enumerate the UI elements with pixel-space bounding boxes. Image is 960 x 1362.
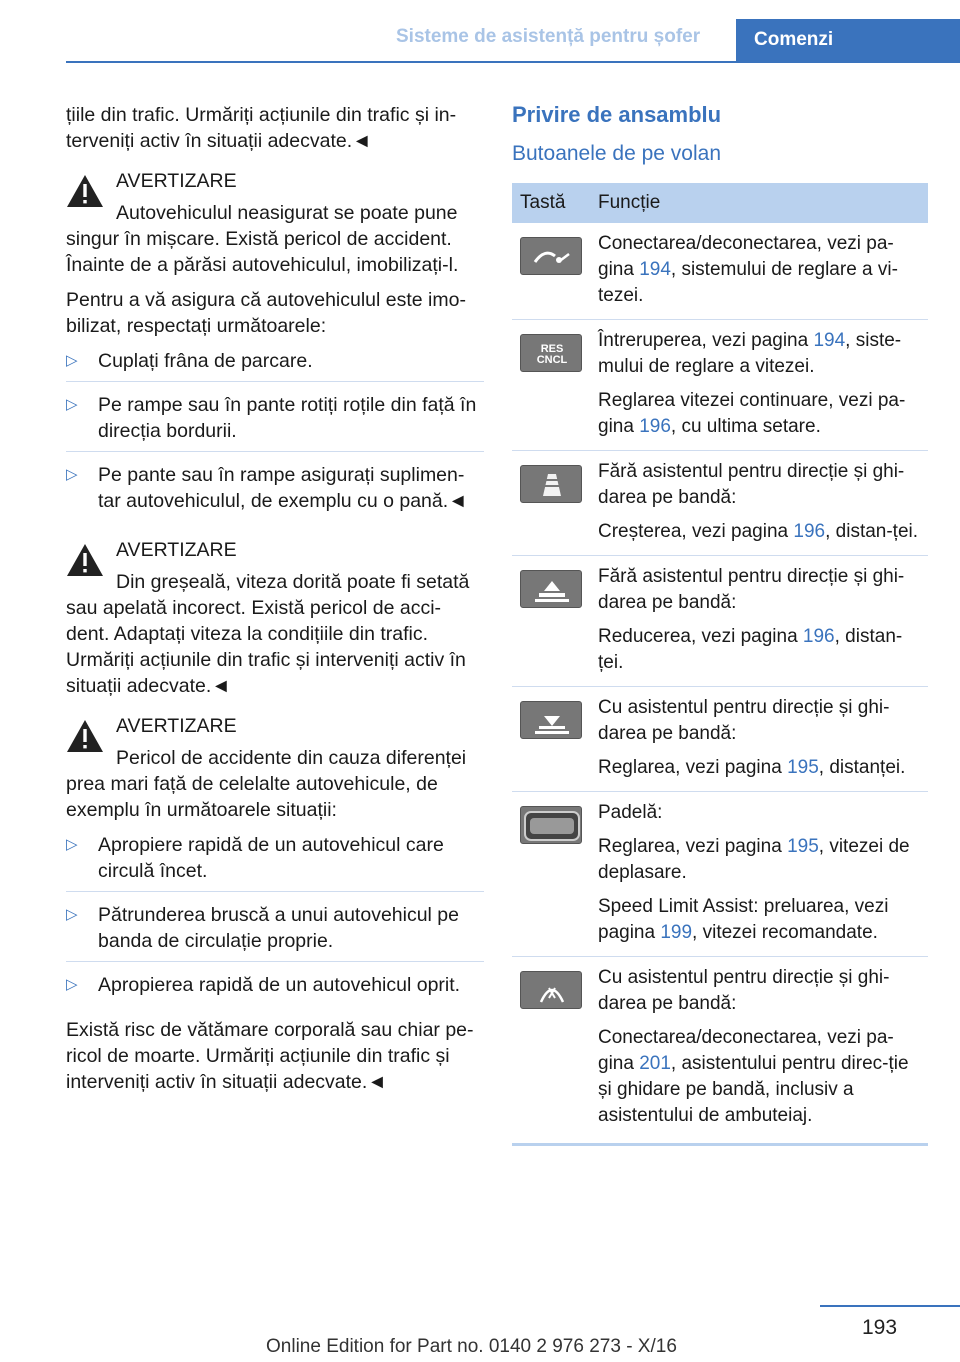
column-header-key: Tastă [512, 183, 590, 223]
intro-paragraph: țiile din trafic. Urmăriți acțiunile din trafic și in-terveniți activ în situații adecvate.◄ [66, 104, 457, 152]
distance-increase-icon [520, 465, 582, 503]
list-item [66, 972, 484, 1007]
key-cell [512, 320, 590, 451]
list-item [66, 462, 484, 523]
res-cncl-icon-text: RES [540, 343, 564, 355]
function-text-lead: Reducerea, vezi pagina [598, 626, 803, 647]
function-text-tail: , distan-ței. [825, 521, 919, 542]
function-cell [590, 223, 928, 320]
warning-title: AVERTIZARE [116, 539, 237, 561]
header-rule [66, 61, 736, 63]
function-text-lead: Cu asistentul pentru direcție și ghi-darea pe bandă: [598, 967, 890, 1014]
table-row [512, 223, 928, 320]
lane-assist-icon [520, 971, 582, 1009]
function-text-lead: Conectarea/deconectarea, vezi pa-gina [598, 1027, 894, 1074]
page-reference-link[interactable]: 194 [813, 330, 846, 351]
function-text [598, 519, 920, 545]
triangle-bullet-icon: ▷ [66, 466, 78, 483]
warning-block-3 [66, 713, 484, 823]
list-item-text: Apropierea rapidă de un autovehicul oprit. [98, 974, 461, 996]
key-cell [512, 451, 590, 556]
function-text-lead: Conectarea/deconectarea, vezi pa-gina [598, 233, 894, 280]
function-text [598, 231, 920, 309]
table-row [512, 792, 928, 957]
key-cell [512, 556, 590, 687]
function-text-lead: Creșterea, vezi pagina [598, 521, 794, 542]
list-item-text: Pătrunderea bruscă a unui autovehicul pe banda de circulație proprie. [98, 904, 459, 952]
header-section-title: Sisteme de asistență pentru șofer [396, 26, 701, 47]
key-cell [512, 792, 590, 957]
distance-adjust-icon [520, 701, 582, 739]
section-subtitle: Butoanele de pe volan [512, 142, 722, 165]
bullet-list-1 [66, 348, 484, 523]
paragraph-immobilize: Pentru a vă asigura că autovehiculul este imo-bilizat, respectați următoarele: [66, 289, 466, 337]
function-cell [590, 957, 928, 1145]
function-cell [590, 556, 928, 687]
steering-buttons-table [512, 183, 928, 1146]
function-text-lead: Padelă: [598, 802, 663, 823]
function-text-lead: Reglarea, vezi pagina [598, 757, 788, 778]
table-row [512, 687, 928, 792]
list-item [66, 902, 484, 963]
list-item-text: Pe pante sau în rampe asigurați suplimen-tar autovehiculul, de exemplu cu o pană.◄ [98, 464, 468, 512]
function-cell [590, 320, 928, 451]
function-text [598, 624, 920, 676]
warning-title: AVERTIZARE [116, 715, 237, 737]
function-text [598, 695, 920, 747]
warning-title: AVERTIZARE [116, 170, 237, 192]
header-chapter-tab [736, 19, 960, 63]
function-text-lead: Întreruperea, vezi pagina [598, 330, 814, 351]
triangle-bullet-icon: ▷ [66, 836, 78, 853]
function-cell [590, 792, 928, 957]
key-cell [512, 687, 590, 792]
warning-triangle-icon [66, 174, 104, 208]
function-text-tail: , vitezei recomandate. [692, 922, 878, 943]
left-column [66, 102, 484, 1104]
function-text-tail: , cu ultima setare. [670, 416, 821, 437]
page-reference-link[interactable]: 195 [787, 836, 819, 857]
triangle-bullet-icon: ▷ [66, 396, 78, 413]
section-title: Privire de ansamblu [512, 102, 722, 127]
table-row [512, 320, 928, 451]
warning-block-2 [66, 537, 484, 699]
page-reference-link[interactable]: 196 [793, 521, 826, 542]
key-cell [512, 957, 590, 1145]
list-item [66, 832, 484, 893]
function-text-lead: Cu asistentul pentru direcție și ghi-darea pe bandă: [598, 697, 890, 744]
function-cell [590, 687, 928, 792]
paragraph-risk: Există risc de vătămare corporală sau chiar pe-ricol de moarte. Urmăriți acțiunile din trafic și interveniți activ în situații adecvate.◄ [66, 1019, 474, 1093]
page-number: 193 [862, 1316, 898, 1339]
function-text [598, 328, 920, 380]
table-row [512, 451, 928, 556]
warning-triangle-icon [66, 543, 104, 577]
triangle-bullet-icon: ▷ [66, 352, 78, 369]
cruise-control-onoff-icon [520, 237, 582, 275]
right-column [512, 102, 928, 1146]
key-cell [512, 223, 590, 320]
function-text [598, 894, 920, 946]
table-row [512, 556, 928, 687]
page-reference-link[interactable]: 196 [639, 416, 671, 437]
function-text [598, 459, 920, 511]
distance-decrease-icon [520, 570, 582, 608]
table-row [512, 957, 928, 1145]
function-text [598, 965, 920, 1017]
warning-triangle-icon [66, 719, 104, 753]
page-reference-link[interactable]: 195 [787, 757, 819, 778]
table-header-row [512, 183, 928, 223]
function-text-tail: , distan-ței. [598, 626, 903, 673]
function-text-tail: , distanței. [818, 757, 906, 778]
column-header-function: Funcție [590, 183, 928, 223]
page-reference-link[interactable]: 194 [639, 259, 671, 280]
page-reference-link[interactable]: 199 [660, 922, 693, 943]
function-text-tail: , asistentului pentru direc-ție și ghidare pe bandă, inclusiv a asistentului de ambuteiaj. [598, 1053, 909, 1126]
list-item [66, 348, 484, 383]
bullet-list-2 [66, 832, 484, 1007]
function-text-lead: Speed Limit Assist: preluarea, vezi pagina [598, 896, 889, 943]
list-item-text: Cuplați frâna de parcare. [98, 350, 313, 372]
function-text-tail: , siste-mului de reglare a vitezei. [598, 330, 902, 377]
list-item-text: Pe rampe sau în pante rotiți roțile din față în direcția bordurii. [98, 394, 477, 442]
triangle-bullet-icon: ▷ [66, 976, 78, 993]
function-text-lead: Fără asistentul pentru direcție și ghi-darea pe bandă: [598, 566, 905, 613]
function-text [598, 564, 920, 616]
warning-body: Pericol de accidente din cauza diferenței prea mari față de celelalte autovehicule, de exemplu în următoarele situații: [66, 747, 467, 821]
function-text-tail: , sistemului de reglare a vi-tezei. [598, 259, 898, 306]
function-text-lead: Reglarea vitezei continuare, vezi pa-gina [598, 390, 906, 437]
res-cncl-icon-text: CNCL [536, 354, 568, 366]
edition-note: Online Edition for Part no. 0140 2 976 273 - X/16 [266, 1336, 677, 1357]
page-reference-link[interactable]: 196 [802, 626, 835, 647]
triangle-bullet-icon: ▷ [66, 906, 78, 923]
function-text [598, 388, 920, 440]
header-chapter-label: Comenzi [754, 29, 834, 50]
function-text [598, 1025, 920, 1129]
list-item-text: Apropiere rapidă de un autovehicul care circulă încet. [98, 834, 444, 882]
footer-rule [820, 1305, 960, 1307]
function-text-lead: Reglarea, vezi pagina [598, 836, 788, 857]
function-cell [590, 451, 928, 556]
function-text-lead: Fără asistentul pentru direcție și ghi-darea pe bandă: [598, 461, 905, 508]
warning-body: Autovehiculul neasigurat se poate pune singur în mișcare. Există pericol de accident. Înainte de a părăsi autovehiculul, imobilizați-l. [66, 202, 459, 276]
page-reference-link[interactable]: 201 [639, 1053, 671, 1074]
rocker-paddle-icon [520, 806, 582, 844]
function-text [598, 755, 920, 781]
function-text [598, 834, 920, 886]
function-text [598, 800, 920, 826]
list-item [66, 392, 484, 453]
function-text-tail: , vitezei de deplasare. [598, 836, 910, 883]
res-cncl-icon [520, 334, 582, 372]
warning-body: Din greșeală, viteza dorită poate fi setată sau apelată incorect. Există pericol de acci-dent. Adaptați viteza la condițiile din trafic. Urmăriți acțiunile din trafic și interveniți activ în situații adecvate.◄ [66, 571, 470, 697]
warning-block-1 [66, 168, 484, 278]
